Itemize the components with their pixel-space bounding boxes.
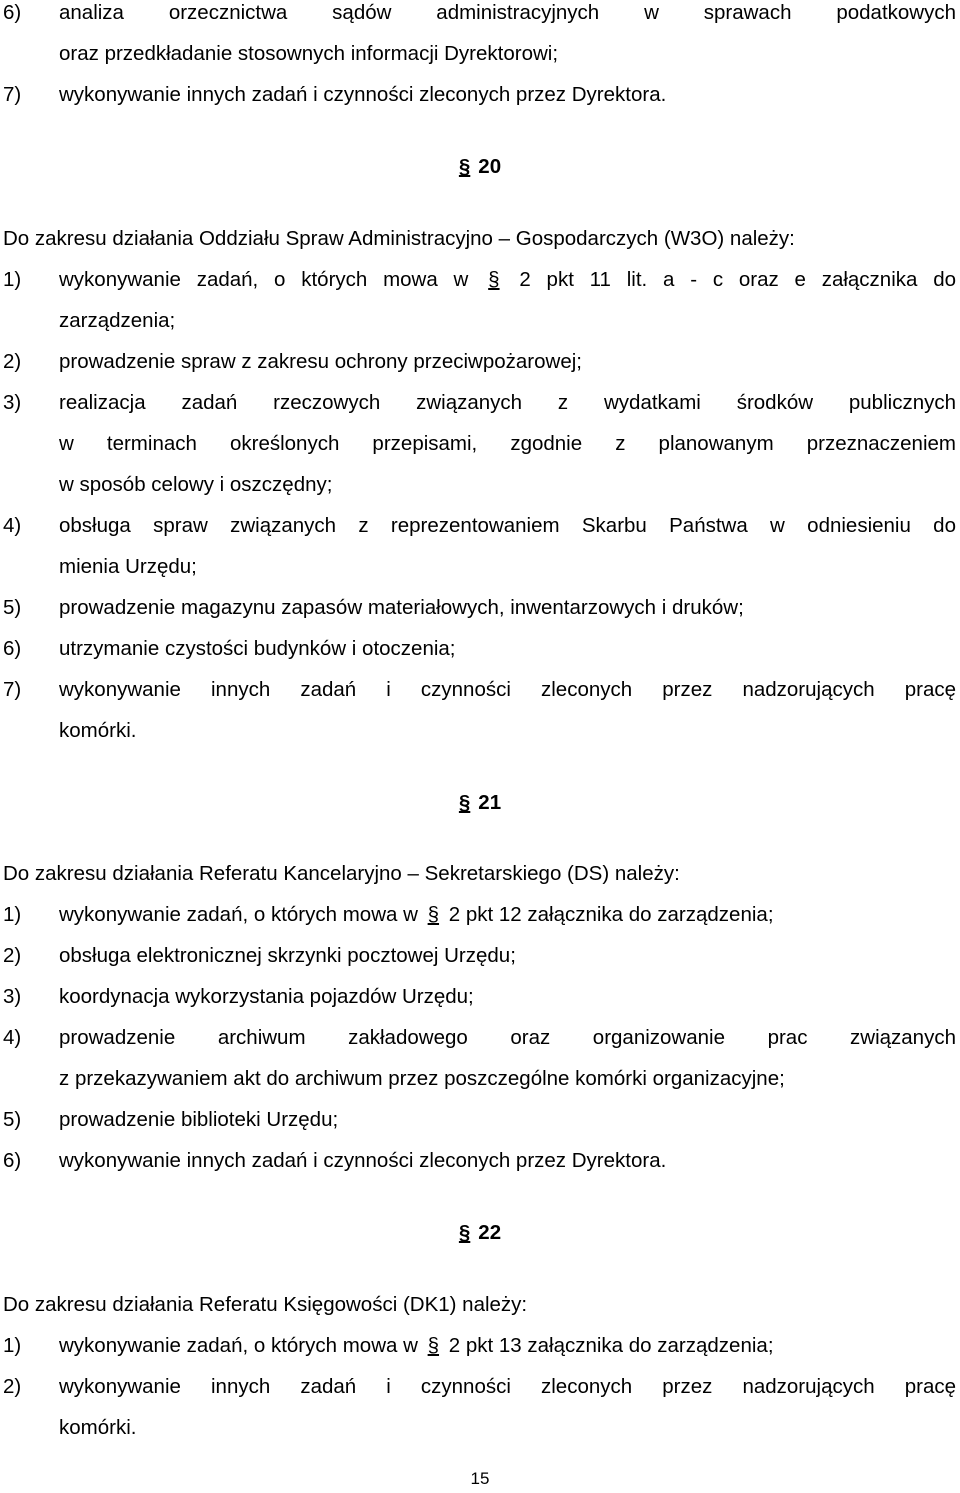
list-item-continuation bbox=[0, 423, 960, 464]
item-text: wykonywanie innych zadań i czynności zleconych przez nadzorujących pracę bbox=[59, 1375, 956, 1398]
item-text: komórki. bbox=[59, 719, 137, 742]
section-mark: § bbox=[488, 268, 500, 291]
item-number: 1) bbox=[3, 903, 22, 926]
list-item bbox=[0, 505, 960, 546]
item-text: mienia Urzędu; bbox=[59, 555, 197, 578]
item-number: 4) bbox=[3, 514, 22, 537]
item-text: realizacja zadań rzeczowych związanych z wydatkami środków publicznych bbox=[59, 391, 956, 414]
item-number: 6) bbox=[3, 1, 22, 24]
section-number: 21 bbox=[478, 791, 502, 814]
list-item-continuation bbox=[0, 1058, 960, 1099]
item-text: prowadzenie biblioteki Urzędu; bbox=[59, 1108, 339, 1131]
section-intro bbox=[0, 1284, 960, 1325]
section-mark: § bbox=[427, 1334, 440, 1357]
item-number: 5) bbox=[3, 1108, 22, 1131]
item-number: 3) bbox=[3, 985, 22, 1008]
list-item-continuation bbox=[0, 546, 960, 587]
item-text: prowadzenie archiwum zakładowego oraz organizowanie prac związanych bbox=[59, 1026, 956, 1049]
list-item bbox=[0, 341, 960, 382]
item-text: prowadzenie spraw z zakresu ochrony przeciwpożarowej; bbox=[59, 350, 582, 373]
intro-text: Do zakresu działania Referatu Księgowości (DK1) należy: bbox=[3, 1293, 528, 1316]
item-number: 7) bbox=[3, 678, 22, 701]
item-text: komórki. bbox=[59, 1416, 137, 1439]
list-item bbox=[0, 1017, 960, 1058]
item-text: oraz przedkładanie stosownych informacji Dyrektorowi; bbox=[59, 42, 559, 65]
item-text: z przekazywaniem akt do archiwum przez poszczególne komórki organizacyjne; bbox=[59, 1067, 785, 1090]
list-item bbox=[0, 587, 960, 628]
list-item-continuation bbox=[0, 710, 960, 751]
list-item bbox=[0, 1325, 960, 1366]
item-text: wykonywanie zadań, o których mowa w § 2 pkt 11 lit. a - c oraz e załącznika do bbox=[59, 259, 956, 300]
item-number: 2) bbox=[3, 1375, 22, 1398]
item-number: 6) bbox=[3, 637, 22, 660]
item-text: obsługa spraw związanych z reprezentowaniem Skarbu Państwa w odniesieniu do bbox=[59, 514, 956, 537]
item-number: 1) bbox=[3, 1334, 22, 1357]
intro-text: Do zakresu działania Oddziału Spraw Administracyjno – Gospodarczych (W3O) należy: bbox=[3, 227, 795, 250]
item-text: wykonywanie innych zadań i czynności zleconych przez nadzorujących pracę bbox=[59, 678, 956, 701]
item-number: 3) bbox=[3, 391, 22, 414]
list-item bbox=[0, 894, 960, 935]
list-item bbox=[0, 1140, 960, 1181]
list-item bbox=[0, 1366, 960, 1407]
list-item bbox=[0, 935, 960, 976]
item-number: 2) bbox=[3, 944, 22, 967]
list-item bbox=[0, 74, 960, 115]
item-text: wykonywanie innych zadań i czynności zleconych przez Dyrektora. bbox=[59, 1149, 667, 1172]
section-intro bbox=[0, 853, 960, 894]
item-number: 5) bbox=[3, 596, 22, 619]
item-text: wykonywanie zadań, o których mowa w § 2 pkt 12 załącznika do zarządzenia; bbox=[59, 894, 774, 935]
list-item bbox=[0, 1099, 960, 1140]
list-item-continuation bbox=[0, 464, 960, 505]
item-text: zarządzenia; bbox=[59, 309, 176, 332]
section-number: 22 bbox=[478, 1221, 502, 1244]
item-text: w terminach określonych przepisami, zgodnie z planowanym przeznaczeniem bbox=[59, 432, 956, 455]
item-text: wykonywanie innych zadań i czynności zleconych przez Dyrektora. bbox=[59, 83, 667, 106]
list-item-continuation bbox=[0, 1407, 960, 1448]
list-item bbox=[0, 628, 960, 669]
item-number: 4) bbox=[3, 1026, 22, 1049]
item-text: prowadzenie magazynu zapasów materiałowych, inwentarzowych i druków; bbox=[59, 596, 744, 619]
item-text: utrzymanie czystości budynków i otoczenia; bbox=[59, 637, 456, 660]
list-item-continuation bbox=[0, 300, 960, 341]
section-mark: § bbox=[427, 903, 440, 926]
section-mark: § bbox=[458, 791, 471, 814]
item-text: w sposób celowy i oszczędny; bbox=[59, 473, 333, 496]
list-item bbox=[0, 669, 960, 710]
item-number: 1) bbox=[3, 268, 22, 291]
section-intro bbox=[0, 218, 960, 259]
list-item bbox=[0, 259, 960, 300]
list-item bbox=[0, 382, 960, 423]
list-item-continuation bbox=[0, 33, 960, 74]
section-heading-20 bbox=[0, 146, 960, 187]
item-text: analiza orzecznictwa sądów administracyjnych w sprawach podatkowych bbox=[59, 1, 956, 24]
page-number: 15 bbox=[470, 1469, 490, 1488]
section-heading-22 bbox=[0, 1212, 960, 1253]
section-number: 20 bbox=[478, 155, 502, 178]
item-number: 6) bbox=[3, 1149, 22, 1172]
section-mark: § bbox=[458, 1221, 471, 1244]
section-mark: § bbox=[458, 155, 471, 178]
item-number: 2) bbox=[3, 350, 22, 373]
item-text: wykonywanie zadań, o których mowa w § 2 pkt 13 załącznika do zarządzenia; bbox=[59, 1325, 774, 1366]
list-item bbox=[0, 976, 960, 1017]
item-number: 7) bbox=[3, 83, 22, 106]
list-item bbox=[0, 0, 960, 33]
section-heading-21 bbox=[0, 782, 960, 823]
item-text: koordynacja wykorzystania pojazdów Urzędu; bbox=[59, 985, 474, 1008]
item-text: obsługa elektronicznej skrzynki pocztowej Urzędu; bbox=[59, 944, 516, 967]
intro-text: Do zakresu działania Referatu Kancelaryjno – Sekretarskiego (DS) należy: bbox=[3, 862, 680, 885]
